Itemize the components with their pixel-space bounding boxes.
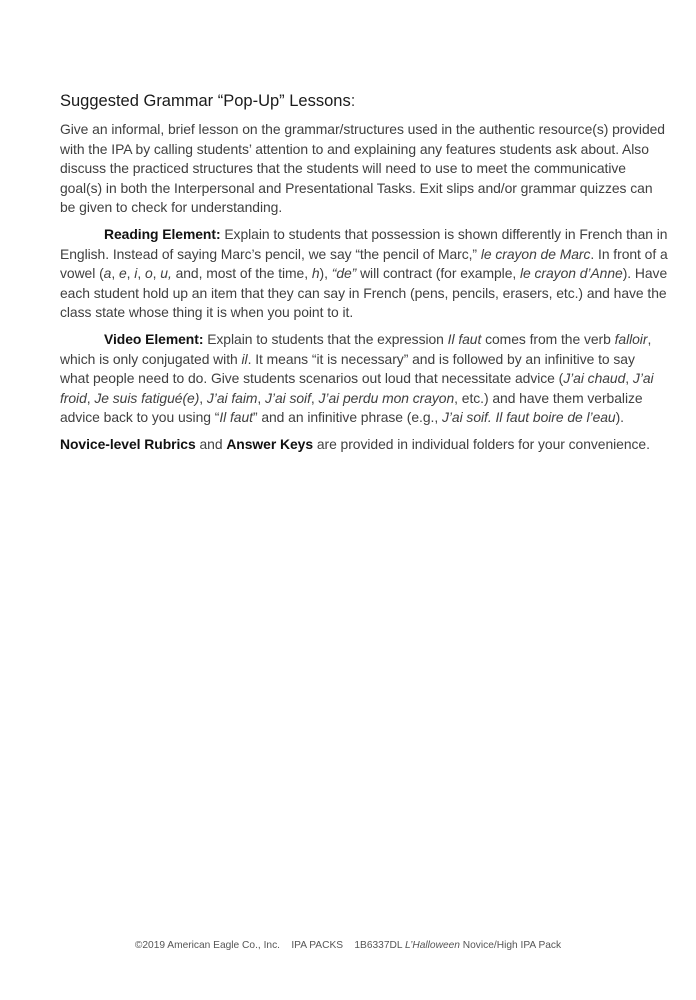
footer-level: Novice/High IPA Pack (462, 940, 562, 951)
text-line (60, 120, 665, 140)
text-run: class state whose thing it is when you point to it. (60, 304, 354, 321)
text-line (60, 225, 668, 245)
text-run: ), (319, 265, 332, 282)
title-text: Suggested Grammar “Pop-Up” Lessons (60, 92, 351, 110)
text-run: , (257, 389, 266, 406)
italic-text: il (241, 350, 248, 367)
text-run: Explain to students that possession is shown differently in French than in (220, 225, 668, 242)
bold-label: Novice-level Rubrics (60, 435, 196, 452)
footer-copyright: ©2019 American Eagle Co., Inc. (134, 940, 280, 951)
text-run: and (195, 435, 227, 452)
text-line (60, 369, 660, 389)
text-run: which is only conjugated with (60, 350, 242, 367)
bold-label: Video Element: (104, 330, 204, 347)
text-run: , (647, 330, 652, 347)
footer-code: 1B6337DL (354, 940, 403, 951)
bold-label: Reading Element: (104, 225, 221, 242)
italic-text: le crayon de Marc (480, 245, 591, 262)
italic-text: i (134, 265, 138, 282)
text-run: what people need to do. Give students scenarios out loud that necessitate advice ( (60, 370, 564, 387)
text-run: and, most of the time, (171, 265, 312, 282)
rubrics-paragraph (60, 435, 660, 455)
intro-paragraph (60, 120, 665, 218)
text-line (60, 159, 660, 179)
text-run: , (199, 389, 207, 406)
text-run: , (310, 389, 319, 406)
text-run: ” and an infinitive phrase (e.g., (252, 409, 442, 426)
text-run: , etc.) and have them verbalize (454, 389, 643, 406)
text-run: are provided in individual folders for your convenience. (313, 435, 650, 452)
text-run: be given to check for understanding. (60, 199, 283, 216)
text-run: , (625, 370, 633, 387)
text-run: ). Have (622, 265, 668, 282)
text-line (60, 303, 660, 323)
bold-label: Answer Keys (226, 435, 314, 452)
text-run: , (111, 265, 119, 282)
text-line (60, 198, 660, 218)
text-line (60, 264, 668, 284)
text-run: Give an informal, brief lesson on the grammar/structures used in the authentic resource(s) provided (60, 121, 665, 137)
text-run: , (86, 389, 95, 406)
text-line (60, 179, 660, 199)
text-line (60, 435, 660, 455)
italic-text: Il faut (219, 409, 253, 426)
text-line (60, 140, 660, 160)
italic-text: u, (160, 265, 172, 282)
italic-text: le crayon d’Anne (520, 265, 623, 282)
text-line (60, 389, 660, 409)
text-run: goal(s) in both the Interpersonal and Presentational Tasks. Exit slips and/or grammar quizzes can (60, 179, 653, 196)
section-title (60, 92, 355, 111)
italic-text: Je suis fatigué(e) (94, 389, 200, 406)
italic-text: falloir (614, 330, 648, 347)
italic-text: Il faut (447, 330, 482, 347)
page-footer (0, 940, 696, 951)
title-colon: : (350, 92, 356, 110)
text-run: ). (615, 409, 624, 426)
text-line (60, 330, 660, 350)
text-run: vowel ( (60, 265, 104, 282)
text-run: with the IPA by calling students’ attention to and explaining any features students ask about. Also (60, 140, 649, 157)
footer-product-title: L’Halloween (405, 940, 460, 951)
reading-element-paragraph (60, 225, 668, 323)
italic-text: J’ai chaud (563, 370, 626, 387)
italic-text: J’ai perdu mon crayon (318, 389, 455, 406)
text-line (60, 350, 660, 370)
footer-series: IPA PACKS (291, 940, 344, 951)
text-run: , (137, 265, 145, 282)
text-run: English. Instead of saying Marc’s pencil, we say “the pencil of Marc,” (60, 245, 481, 262)
italic-text: a (103, 265, 112, 282)
text-run: , (126, 265, 135, 282)
text-line (60, 245, 668, 265)
italic-text: J’ai soif. Il faut boire de l’eau (441, 409, 616, 426)
text-line (60, 284, 667, 304)
italic-text: J’ai faim (206, 389, 258, 406)
italic-text: o (144, 265, 153, 282)
text-run: comes from the verb (481, 330, 615, 347)
italic-text: J’ai soif (265, 389, 311, 406)
lesson-body (60, 120, 668, 462)
text-run: , (152, 265, 161, 282)
text-run: . It means “it is necessary” and is followed by an infinitive to say (247, 350, 635, 367)
text-line (60, 408, 660, 428)
italic-text: “de” (331, 265, 357, 282)
text-run: . In front of a (590, 245, 668, 262)
text-run: discuss the practiced structures that the students will need to use to meet the communicative (60, 160, 626, 177)
italic-text: J’ai (632, 370, 654, 387)
video-element-paragraph (60, 330, 660, 428)
italic-text: h (311, 265, 320, 282)
text-run: each student hold up an item that they can say in French (pens, pencils, erasers, etc.) and have the (60, 284, 667, 301)
text-run: will contract (for example, (356, 265, 521, 282)
text-run: Explain to students that the expression (203, 330, 448, 347)
italic-text: e (118, 265, 127, 282)
text-run: advice back to you using “ (60, 409, 220, 426)
italic-text: froid (60, 389, 87, 406)
